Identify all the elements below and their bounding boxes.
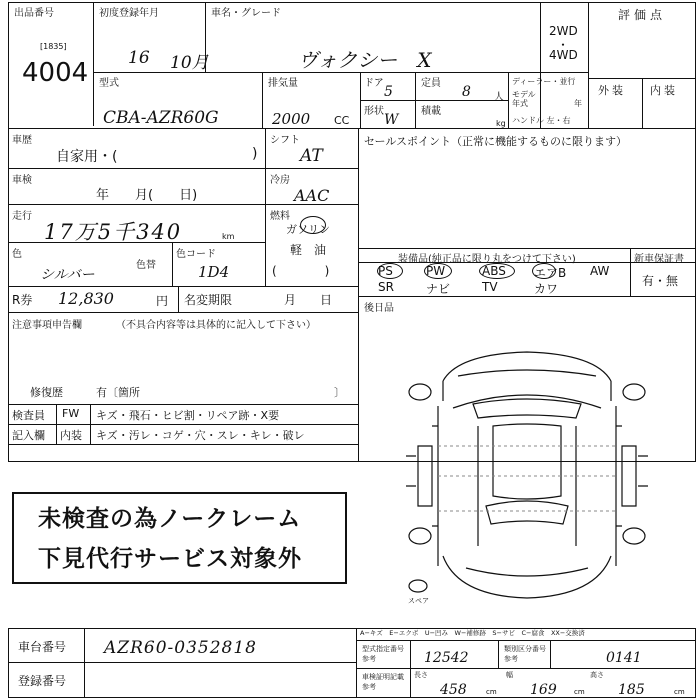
shift-label: シフト (270, 135, 300, 146)
notes-label: 注意事項申告欄 (12, 320, 82, 331)
capacity-unit: 人 (494, 92, 504, 103)
entry-label: 記入欄 (12, 429, 45, 442)
notes-hint: （不具合内容等は具体的に記入して下さい） (116, 320, 316, 331)
shift: AT (300, 146, 323, 166)
model-year-unit: 年 (574, 99, 582, 108)
len-label: 長さ (414, 671, 428, 679)
color-code-label: 色コード (176, 249, 216, 260)
chassis-label: 車台番号 (18, 640, 67, 654)
first-reg-month: 10月 (170, 53, 209, 73)
fuel-gas: ガソリン (286, 223, 330, 236)
first-reg-label: 初度登録年月 (99, 8, 159, 19)
ac: AAC (294, 186, 330, 205)
equipment-item-row2-0: SR (378, 280, 394, 294)
reg-label: 登録番号 (18, 674, 67, 688)
exterior-label: 外装 (598, 84, 626, 97)
stamp-line-1: 未検査の為ノークレーム (38, 506, 302, 532)
repair-close: 〕 (334, 386, 345, 399)
load-label: 積載 (421, 106, 441, 117)
fw-items: キズ・飛石・ヒビ割・リペア跡・X要 (96, 409, 280, 422)
model-year-label: モデル 年式 (512, 90, 536, 108)
dealer-label: ディーラー・並行 (512, 77, 576, 86)
history: 自家用・( (56, 149, 118, 165)
mileage-unit: km (222, 232, 235, 241)
recycle-label: R券 (12, 293, 33, 307)
doors-label: ドア (364, 78, 384, 89)
height: 185 (618, 682, 645, 698)
width: 169 (530, 682, 557, 698)
chassis: AZR60-0352818 (104, 638, 257, 658)
shape-label: 形状 (364, 106, 384, 117)
equipment-item-row2-1: ナビ (426, 282, 451, 296)
grade-label: 評価点 (618, 8, 667, 22)
equipment-item-row1-3: エアB (534, 266, 567, 280)
sales-point-label: セールスポイント（正常に機能するものに限ります） (364, 135, 628, 148)
displacement: 2000 (272, 110, 311, 128)
cert-label: 型式指定番号 参考 (362, 645, 404, 663)
mileage: 17万5千340 (44, 220, 183, 244)
car-diagram (398, 346, 656, 616)
model: CBA-AZR60G (103, 108, 219, 128)
drive-2wd: 2WD (549, 24, 578, 38)
ac-label: 冷房 (270, 175, 290, 186)
lot-sub: [1835] (40, 42, 67, 51)
new-car-value: 有・無 (642, 274, 679, 288)
color-code: 1D4 (198, 263, 230, 281)
equipment-item-row1-0: PS (378, 264, 393, 278)
doors: 5 (384, 84, 393, 100)
fuel-label: 燃料 (270, 211, 290, 222)
dims-label: 車検証明記載 参考 (362, 673, 404, 691)
legend: A−キズ E−エクボ U−凹み W−補修跡 S−サビ C−腐食 XX−交換済 (360, 629, 585, 637)
color-label: 色 (12, 249, 22, 260)
load-unit: kg (496, 119, 506, 128)
cert: 12542 (424, 650, 469, 666)
equipment-item-row1-1: PW (426, 264, 446, 278)
displacement-unit: CC (334, 114, 350, 127)
fw-label: FW (62, 407, 80, 420)
lot-no: 4004 (22, 58, 89, 88)
name-change-fields: 月 日 (284, 293, 333, 307)
stamp-line-2: 下見代行サービス対象外 (38, 546, 302, 572)
class-label: 類別区分番号 参考 (504, 645, 546, 663)
color: シルバー (40, 267, 95, 283)
len: 458 (440, 682, 467, 698)
equipment-item-row2-2: TV (482, 280, 498, 294)
equipment-item-row1-4: AW (590, 264, 610, 278)
car-name-label: 車名・グレード (211, 8, 281, 19)
fuel-blank: ( ) (272, 264, 330, 278)
drive-dot: ・ (557, 38, 570, 52)
model-label: 型式 (99, 78, 119, 89)
repair-value: 有〔箇所 (96, 386, 140, 399)
equipment-item-row2-3: カワ (534, 282, 559, 296)
history-label: 車歴 (12, 135, 32, 146)
recycle-unit: 円 (156, 294, 169, 308)
color-change-label: 色替 (136, 260, 156, 271)
first-reg-year: 16 (128, 48, 150, 68)
int-items: キズ・汚レ・コゲ・穴・スレ・キレ・破レ (96, 429, 305, 442)
shape: W (384, 112, 399, 128)
fuel-diesel: 軽 油 (290, 243, 327, 257)
int-label: 内装 (60, 429, 82, 442)
handle-label: ハンドル 左・右 (512, 116, 571, 125)
history-close: ) (252, 146, 258, 162)
spare-label: スペア (408, 597, 429, 605)
inspector-notes-label: 後日品 (364, 303, 394, 314)
inspection-fields: 年 月( 日) (96, 188, 198, 203)
len-cm: cm (486, 688, 497, 696)
capacity: 8 (462, 84, 471, 100)
repair-label: 修復歴 (30, 386, 63, 399)
lot-no-label: 出品番号 (14, 8, 54, 19)
class: 0141 (606, 650, 642, 666)
car-name: ヴォクシー X (298, 48, 432, 72)
height-cm: cm (674, 688, 685, 696)
inspection-label: 車検 (12, 175, 32, 186)
drive-4wd: 4WD (549, 48, 578, 62)
interior-label: 内装 (650, 84, 678, 97)
recycle-amount: 12,830 (58, 289, 114, 308)
width-cm: cm (574, 688, 585, 696)
name-change-label: 名変期限 (184, 293, 233, 307)
equipment-label: 装備品(純正品に限り丸をつけて下さい) (398, 254, 576, 265)
capacity-label: 定員 (421, 78, 441, 89)
width-label: 幅 (506, 671, 513, 679)
new-car-label: 新車保証書 (634, 254, 684, 265)
mileage-label: 走行 (12, 211, 32, 222)
displacement-label: 排気量 (268, 78, 298, 89)
height-label: 高さ (590, 671, 604, 679)
equipment-item-row1-2: ABS (482, 264, 506, 278)
inspector-label: 検査員 (12, 409, 45, 422)
